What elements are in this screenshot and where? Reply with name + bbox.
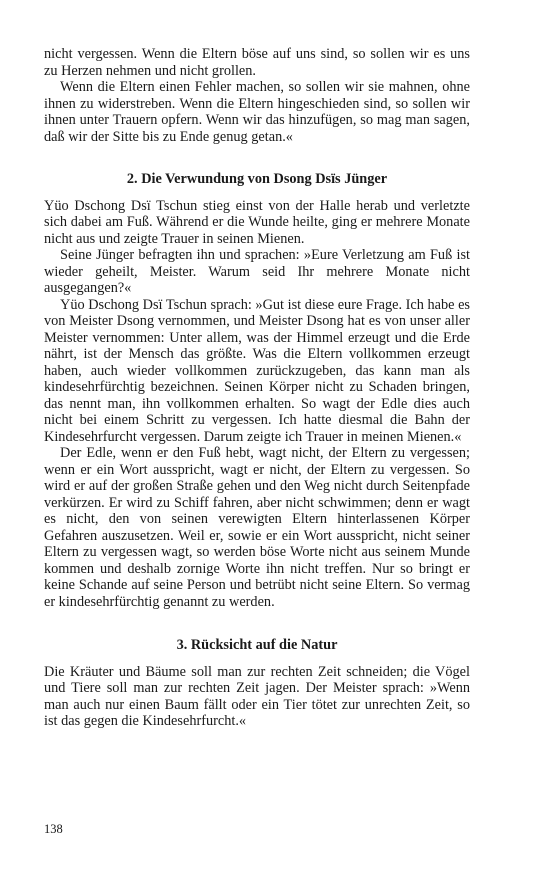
page-number: 138 bbox=[44, 822, 63, 836]
page-content bbox=[44, 46, 470, 730]
section-2-paragraph-3: Yüo Dschong Dsï Tschun sprach: »Gut ist diese eure Frage. Ich habe es von Meister Dsong vernommen, und Meister Dsong hat es von unser aller Meister vernommen: Unter allem, was der Himmel erzeugt und die Erde nährt, ist der Mensch das größte. Was die Eltern vollkommen erzeugt haben, auch wieder vollkommen zurückzugeben, das kann man als kindesehrfürchtig bezeichnen. Seinen Körper nicht zu Schaden bringen, das nennt man, ihn vollkommen erhalten. So wagt der Edle dies auch nicht bei einem Schritt zu vergessen. Ich hatte diesmal die Bahn der Kindesehrfurcht vergessen. Darum zeigte ich Trauer in meinen Mienen.« bbox=[44, 296, 470, 445]
section-2-paragraph-1: Yüo Dschong Dsï Tschun stieg einst von der Halle herab und verletzte sich dabei am Fuß. Während er die Wunde heilte, ging er mehrere Monate nicht aus und zeigte Trauer in seinen Mienen. bbox=[44, 197, 470, 247]
intro-paragraph-1: nicht vergessen. Wenn die Eltern böse auf uns sind, so sollen wir es uns zu Herzen nehmen und nicht grollen. bbox=[44, 46, 470, 79]
section-3-paragraph-1: Die Kräuter und Bäume soll man zur rechten Zeit schneiden; die Vögel und Tiere soll man zur rechten Zeit jagen. Der Meister sprach: »Wenn man auch nur einen Baum fällt oder ein Tier tötet zur unrechten Zeit, so ist das gegen die Kindesehrfurcht.« bbox=[44, 663, 470, 729]
section-2-heading: 2. Die Verwundung von Dsong Dsïs Jünger bbox=[126, 171, 388, 187]
intro-paragraph-2: Wenn die Eltern einen Fehler machen, so sollen wir sie mahnen, ohne ihnen zu widerstreben. Wenn die Eltern hingeschieden sind, so sollen wir ihnen unter Trauern opfern. Wenn wir das hinzufügen, so mag man sagen, daß wir der Sitte bis zu Ende genug getan.« bbox=[44, 79, 470, 145]
section-3-heading: 3. Rücksicht auf die Natur bbox=[176, 637, 338, 653]
section-2-paragraph-2: Seine Jünger befragten ihn und sprachen: »Eure Verletzung am Fuß ist wieder geheilt, Meister. Warum seid Ihr mehrere Monate nicht ausgegangen?« bbox=[44, 247, 470, 296]
section-2-paragraph-4: Der Edle, wenn er den Fuß hebt, wagt nicht, der Eltern zu vergessen; wenn er ein Wort ausspricht, wagt er nicht, der Eltern zu vergessen. So wird er auf der großen Straße gehen und den Weg nicht durch Seitenpfade verkürzen. Er wird zu Schiff fahren, aber nicht schwimmen; denn er wagt es nicht, den von seinen verewigten Eltern hinterlassenen Körper Gefahren auszusetzen. Weil er, sowie er ein Wort ausspricht, nicht seiner Eltern zu vergessen wagt, so werden böse Worte nicht aus seinem Munde kommen und deshalb zornige Worte ihn nicht treffen. Nur so bringt er keine Schande auf seine Person und betrübt nicht seine Eltern. So vermag er kindesehrfürchtig genannt zu werden. bbox=[44, 445, 470, 610]
